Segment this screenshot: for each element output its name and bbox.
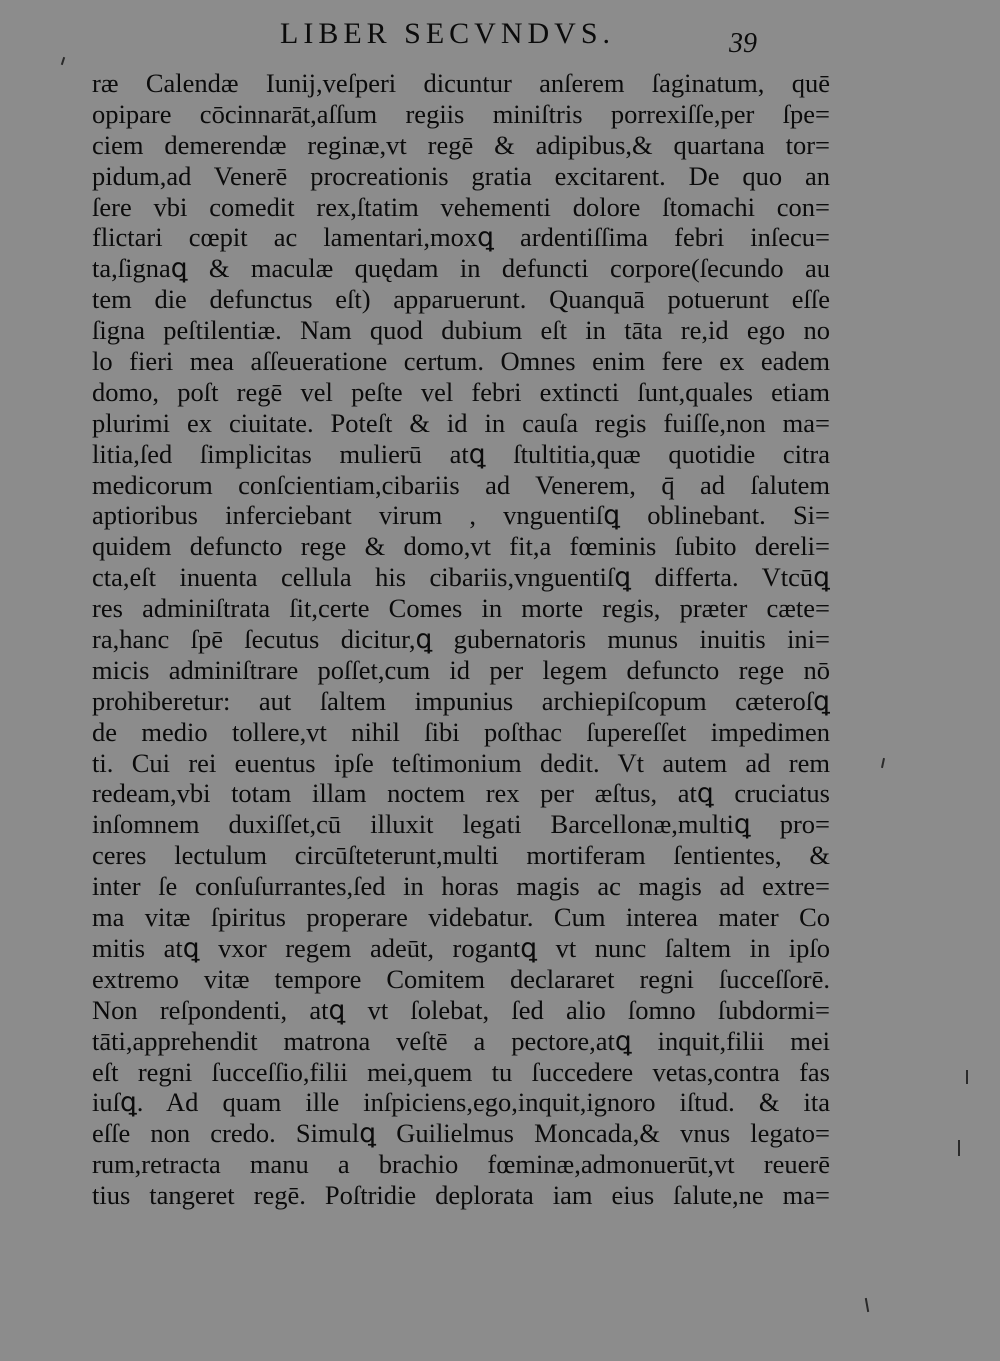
margin-speck [958,1140,960,1156]
text-line: inter ſe conſuſurrantes,ſed in horas magis ac magis ad extre= [92,871,830,902]
margin-speck [61,57,65,65]
text-line: de medio tollere,vt nihil ſibi poſthac ſupereſſet impedimen [92,716,830,747]
text-line: ſigna peſtilentiæ. Nam quod dubium eſt in tāta re,id ego no [92,315,830,346]
text-line: medicorum conſcientiam,cibariis ad Venerem, q̄ ad ſalutem [92,469,830,500]
text-line: ſere vbi comedit rex,ſtatim vehementi dolore ſtomachi con= [92,191,830,222]
text-line: ræ Calendæ Iunij,veſperi dicuntur anſerem ſaginatum, quē [92,68,830,98]
text-line: quidem defuncto rege & domo,vt fit,a fœminis ſubito dereli= [92,531,830,562]
text-line: iuſꝗ. Ad quam ille inſpiciens,ego,inquit,ignoro iſtud. & ita [92,1087,830,1118]
text-line: ti. Cui rei euentus ipſe teſtimonium dedit. Vt autem ad rem [92,747,830,778]
text-line: domo, poſt regē vel peſte vel febri extincti ſunt,quales etiam [92,376,830,407]
text-line: ra,hanc ſpē ſecutus dicitur,ꝗ gubernatoris munus inuitis ini= [92,624,830,655]
text-line: extremo vitæ tempore Comitem declararet regni ſucceſſorē. [92,963,830,994]
text-line: pidum,ad Venerē procreationis gratia excitarent. De quo an [92,160,830,191]
text-line: res adminiſtrata ſit,certe Comes in morte regis, præter cæte= [92,593,830,624]
text-line: plurimi ex ciuitate. Poteſt & id in cauſa regis fuiſſe,non ma= [92,407,830,438]
text-line: ceres lectulum circūſteterunt,multi mortiferam ſentientes, & [92,840,830,871]
text-line: aptioribus inferciebant virum , vnguentiſꝗ oblinebant. Si= [92,500,830,531]
text-line: lo fieri mea aſſeueratione certum. Omnes enim fere ex eadem [92,346,830,377]
text-line: tāti,apprehendit matrona veſtē a pectore,atꝗ inquit,filii mei [92,1025,830,1056]
text-line: prohiberetur: aut ſaltem impunius archiepiſcopum cæteroſꝗ [92,685,830,716]
text-line: inſomnem duxiſſet,cū illuxit legati Barcellonæ,multiꝗ pro= [92,809,830,840]
text-line: ma vitæ ſpiritus properare videbatur. Cum interea mater Co [92,902,830,933]
text-line: tius tangeret regē. Poſtridie deplorata iam eius ſalute,ne ma= [92,1180,830,1211]
text-line: rum,retracta manu a brachio fœminæ,admonuerūt,vt reuerē [92,1149,830,1180]
text-line: eſſe non credo. Simulꝗ Guilielmus Moncada,& vnus legato= [92,1118,830,1149]
text-line: Non reſpondenti, atꝗ vt ſolebat, ſed alio ſomno ſubdormi= [92,994,830,1025]
margin-speck [966,1070,968,1084]
text-line: ta,ſignaꝗ & maculæ quędam in defuncti corpore(ſecundo au [92,253,830,284]
body-text [92,68,830,1211]
page-number: 39 [729,28,757,59]
text-line: micis adminiſtrare poſſet,cum id per legem defuncto rege nō [92,654,830,685]
text-line: redeam,vbi totam illam noctem rex per æſtus, atꝗ cruciatus [92,778,830,809]
text-line: tem die defunctus eſt) apparuerunt. Quanquā potuerunt eſſe [92,284,830,315]
text-line: ciem demerendæ reginæ,vt regē & adipibus,& quartana tor= [92,129,830,160]
text-line: eſt regni ſucceſſio,filii mei,quem tu ſuccedere vetas,contra fas [92,1056,830,1087]
text-line: cta,eſt inuenta cellula his cibariis,vnguentiſꝗ differta. Vtcūꝗ [92,562,830,593]
text-line: flictari cœpit ac lamentari,moxꝗ ardentiſſima febri inſecu= [92,222,830,253]
margin-speck [881,758,885,768]
text-line: litia,ſed ſimplicitas mulierū atꝗ ſtultitia,quæ quotidie citra [92,438,830,469]
text-line: mitis atꝗ vxor regem adeūt, rogantꝗ vt nunc ſaltem in ipſo [92,932,830,963]
text-line: opipare cōcinnarāt,aſſum regiis miniſtris porrexiſſe,per ſpe= [92,98,830,129]
running-title: LIBER SECVNDVS. [280,17,616,50]
margin-speck [865,1298,869,1312]
